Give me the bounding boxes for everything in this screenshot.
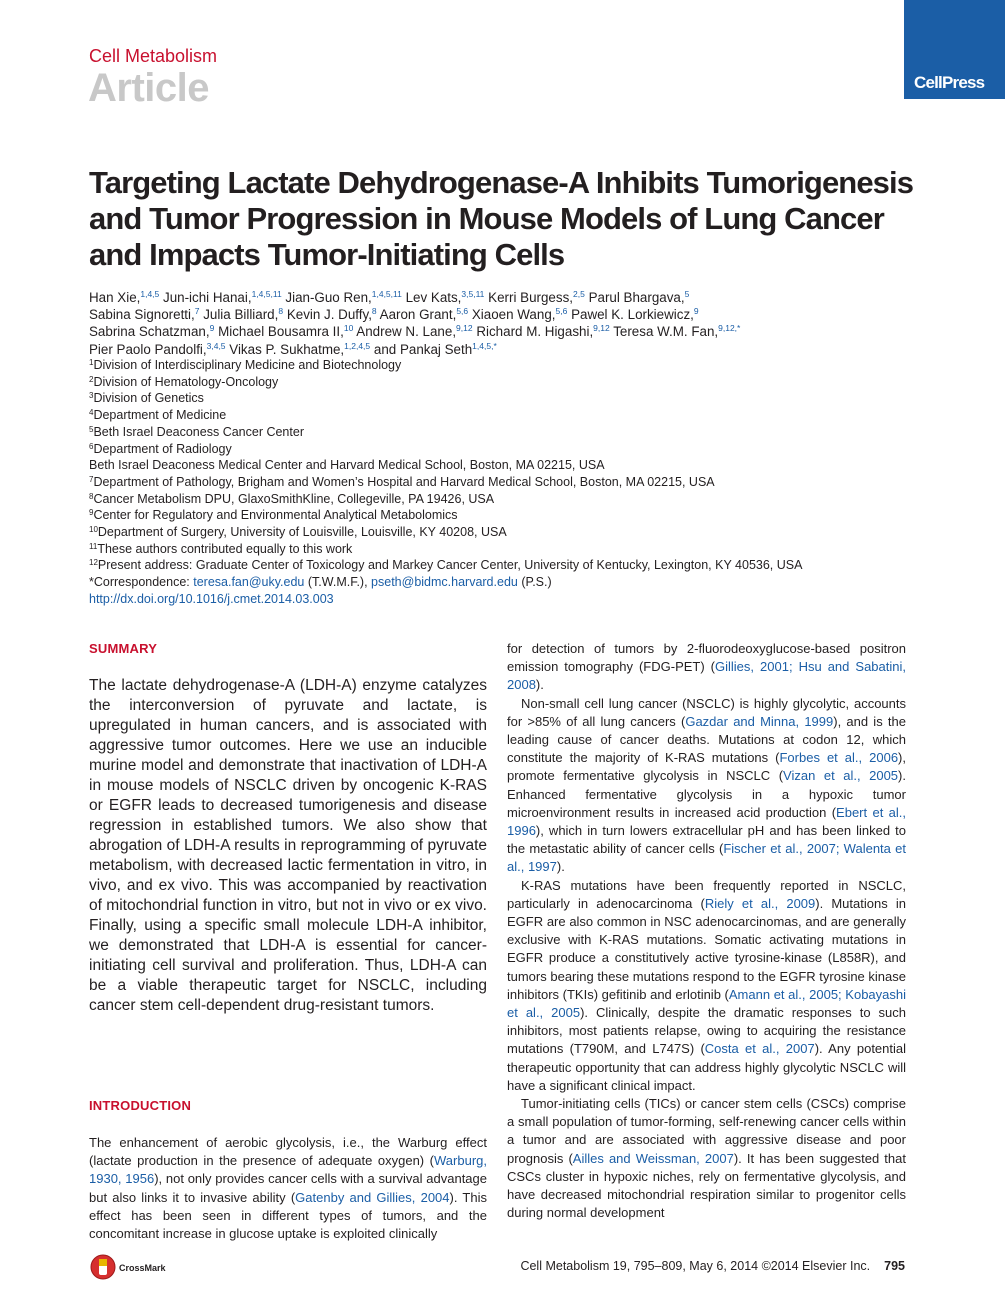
intro-paragraph: The enhancement of aerobic glycolysis, i.e., the Warburg effect (lactate production in the presence of adequate oxygen) (Warburg, 1930, 1956), not only provides cancer cells with a survival advantage but also links it to invasive ability (Gatenby and Gillies, 2004). This effect has been seen in different types of tumors, and the concomitant increase in glucose uptake is exploited clinically bbox=[89, 1135, 487, 1242]
affiliation: $^8$Cancer Metabolism DPU, GlaxoSmithKline, Collegeville, PA 19426, USA bbox=[89, 491, 495, 506]
correspondence: *Correspondence: teresa.fan@uky.edu (T.W.M.F.), pseth@bidmc.harvard.edu (P.S.) bbox=[89, 575, 552, 590]
affiliation: $^6$Department of Radiology bbox=[89, 441, 232, 456]
author: Kerri Burgess,$^{2,5}$ bbox=[488, 289, 585, 305]
cellpress-logo-text: CellPress bbox=[914, 73, 985, 92]
paragraph: for detection of tumors by 2-fluorodeoxyglucose-based positron emission tomography (FDG-PET) (Gillies, 2001; Hsu and Sabatini, 2008). bbox=[507, 641, 906, 693]
page-number: 795 bbox=[884, 1259, 905, 1273]
author: Kevin J. Duffy,$^8$ bbox=[286, 306, 377, 323]
citation-link[interactable]: Gazdar and Minna, 1999 bbox=[685, 713, 834, 729]
author: Han Xie,$^{1,4,5}$ bbox=[89, 289, 160, 305]
citation-link[interactable]: Vizan et al., 2005 bbox=[783, 768, 899, 784]
citation-link[interactable]: Costa et al., 2007 bbox=[704, 1041, 815, 1057]
author: Teresa W.M. Fan,$^{9,12,*}$ bbox=[613, 323, 741, 340]
cellpress-logo[interactable] bbox=[904, 0, 1005, 99]
doi-link[interactable]: http://dx.doi.org/10.1016/j.cmet.2014.03.003 bbox=[89, 591, 334, 606]
author: Parul Bhargava,$^5$ bbox=[588, 289, 690, 305]
summary-text: The lactate dehydrogenase-A (LDH-A) enzyme catalyzes the interconversion of pyruvate and lactate, is upregulated in human cancers, and is associated with aggressive tumor outcomes. Here we use an inducible murine model and demonstrate that inactivation of LDH-A in mouse models of NSCLC driven by oncogenic K-RAS or EGFR leads to decreased tumorigenesis and disease regression in established tumors. We also show that abrogation of LDH-A results in reprogramming of pyruvate metabolism, with decreased lactic fermentation in vitro, in vivo, and ex vivo. This was accompanied by reactivation of mitochondrial function in vitro, but not in vivo or ex vivo. Finally, using a specific small molecule LDH-A inhibitor, we demonstrated that LDH-A is essential for cancer-initiating cell survival and proliferation. Thus, LDH-A can be a viable therapeutic target for NSCLC, including cancer stem cell-dependent drug-resistant tumors. bbox=[89, 677, 487, 1014]
author-list bbox=[89, 289, 909, 358]
affiliation: $^2$Division of Hematology-Oncology bbox=[89, 374, 279, 389]
introduction-heading: INTRODUCTION bbox=[89, 1098, 192, 1113]
crossmark-label: CrossMark bbox=[119, 1263, 166, 1273]
affiliation: $^4$Department of Medicine bbox=[89, 408, 227, 423]
author: Richard M. Higashi,$^{9,12}$ bbox=[476, 323, 610, 340]
author: Michael Bousamra II,$^{10}$ bbox=[218, 323, 354, 340]
affiliation: $^3$Division of Genetics bbox=[89, 391, 204, 406]
citation-link[interactable]: Ailles and Weissman, 2007 bbox=[572, 1150, 734, 1166]
affiliation: $^5$Beth Israel Deaconess Cancer Center bbox=[89, 424, 304, 439]
affiliation: $^{12}$Present address: Graduate Center of Toxicology and Markey Cancer Center, University of Kentucky, Lexington, KY 40536, USA bbox=[89, 558, 803, 573]
citation-link[interactable]: Fischer et al., 2007; Walenta et al., 1997 bbox=[507, 841, 906, 875]
article-title: Targeting Lactate Dehydrogenase-A Inhibits Tumorigenesis and Tumor Progression in Mouse Models of Lung Cancer and Impacts Tumor-Initiating Cells bbox=[89, 165, 914, 272]
page-footer bbox=[520, 1259, 905, 1273]
citation-link[interactable]: Amann et al., 2005; Kobayashi et al., 2005 bbox=[507, 986, 907, 1021]
citation-line: Cell Metabolism 19, 795–809, May 6, 2014 ©2014 Elsevier Inc. bbox=[520, 1259, 871, 1273]
citation-link[interactable]: Gatenby and Gillies, 2004 bbox=[295, 1189, 450, 1205]
email-link[interactable]: teresa.fan@uky.edu bbox=[193, 575, 305, 590]
affiliation: Beth Israel Deaconess Medical Center and Harvard Medical School, Boston, MA 02215, USA bbox=[89, 458, 605, 473]
author: Pawel K. Lorkiewicz,$^9$ bbox=[571, 306, 699, 323]
paragraph: Tumor-initiating cells (TICs) or cancer stem cells (CSCs) comprise a small population of tumor-forming, self-renewing cancer cells within a tumor and are associated with aggressive disease and poor prognosis (Ailles and Weissman, 2007). It has been suggested that CSCs cluster in hypoxic niches, rely on fermentative glycolysis, and have decreased mitochondrial respiration similar to progenitor cells during normal development bbox=[507, 1096, 906, 1221]
author: Sabina Signoretti,$^7$ bbox=[89, 306, 200, 323]
author: Julia Billiard,$^8$ bbox=[203, 306, 284, 323]
author: Aaron Grant,$^{5,6}$ bbox=[379, 306, 469, 323]
affiliation-list bbox=[89, 357, 909, 608]
paragraph: K-RAS mutations have been frequently reported in NSCLC, particularly in adenocarcinoma (Riely et al., 2009). Mutations in EGFR are also common in NSC adenocarcinomas, and are generally exclusive with K-RAS mutations. Somatic activating mutations in EGFR produce a constitutively active tyrosine-kinase (L858R), and tumors bearing these mutations respond to the EGFR tyrosine kinase inhibitors (TKIs) gefitinib and erlotinib (Amann et al., 2005; Kobayashi et al., 2005). Clinically, despite the dramatic responses to such inhibitors, most patients relapse, owing to acquiring the resistance mutations (T790M, and L747S) (Costa et al., 2007). Any potential therapeutic opportunity that can address highly glycolytic NSCLC will have a significant clinical impact. bbox=[507, 877, 907, 1093]
author: Jian-Guo Ren,$^{1,4,5,11}$ bbox=[285, 289, 402, 305]
citation-link[interactable]: Riely et al., 2009 bbox=[704, 895, 816, 911]
email-link[interactable]: pseth@bidmc.harvard.edu bbox=[371, 575, 518, 590]
summary-heading: SUMMARY bbox=[89, 641, 158, 656]
journal-name: Cell Metabolism bbox=[89, 46, 218, 66]
citation-link[interactable]: Warburg, 1930, 1956 bbox=[89, 1153, 487, 1187]
author: Jun-ichi Hanai,$^{1,4,5,11}$ bbox=[163, 289, 282, 305]
author: Vikas P. Sukhatme,$^{1,2,4,5}$ bbox=[229, 340, 371, 357]
author: Andrew N. Lane,$^{9,12}$ bbox=[356, 323, 473, 340]
citation-link[interactable]: Forbes et al., 2006 bbox=[779, 750, 899, 766]
citation-link[interactable]: Ebert et al., 1996 bbox=[507, 804, 906, 839]
affiliation: $^9$Center for Regulatory and Environmental Analytical Metabolomics bbox=[89, 508, 458, 523]
affiliation: $^7$Department of Pathology, Brigham and Women’s Hospital and Harvard Medical School, Boston, MA 02215, USA bbox=[89, 474, 715, 489]
paragraph: Non-small cell lung cancer (NSCLC) is highly glycolytic, accounts for >85% of all lung cancers (Gazdar and Minna, 1999), and is the leading cause of cancer deaths. Mutations at codon 12, which constitute the majority of K-RAS mutations (Forbes et al., 2006), promote fermentative glycolysis in NSCLC (Vizan et al., 2005). Enhanced fermentative glycolysis in a hypoxic tumor microenvironment results in increased acid production (Ebert et al., 1996), which in turn lowers extracellular pH and has been linked to the metastatic ability of cancer cells (Fischer et al., 2007; Walenta et al., 1997). bbox=[507, 695, 906, 875]
author: Lev Kats,$^{3,5,11}$ bbox=[405, 289, 485, 305]
affiliation: $^1$Division of Interdisciplinary Medicine and Biotechnology bbox=[89, 358, 402, 372]
affiliation: $^{11}$These authors contributed equally to this work bbox=[89, 541, 353, 556]
citation-link[interactable]: Gillies, 2001; Hsu and Sabatini, 2008 bbox=[507, 659, 906, 693]
author: Sabrina Schatzman,$^9$ bbox=[89, 323, 215, 340]
author: Xiaoen Wang,$^{5,6}$ bbox=[471, 306, 568, 323]
right-column bbox=[507, 640, 906, 1223]
affiliation: $^{10}$Department of Surgery, University of Louisville, Louisville, KY 40208, USA bbox=[89, 525, 507, 540]
author: Pier Paolo Pandolfi,$^{3,4,5}$ bbox=[89, 340, 226, 357]
author: and Pankaj Seth$^{1,4,5,*}$ bbox=[373, 340, 497, 357]
crossmark-badge[interactable] bbox=[89, 1253, 173, 1281]
article-type-label: Article bbox=[88, 66, 209, 110]
